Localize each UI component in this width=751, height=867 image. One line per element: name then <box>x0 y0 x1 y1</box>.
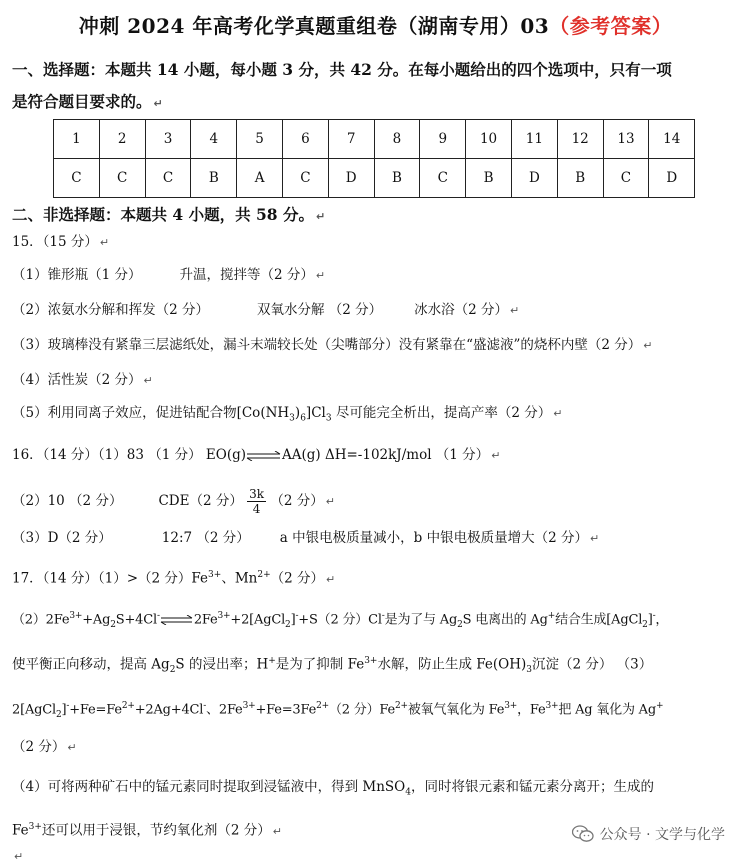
answer-cell: C <box>282 159 328 198</box>
answer-cell: B <box>466 159 512 198</box>
question-number-cell: 14 <box>649 120 695 159</box>
q15-part1: （1）锥形瓶（1 分） 升温，搅拌等（2 分） ↵ <box>12 267 326 283</box>
question-number-cell: 9 <box>420 120 466 159</box>
question-number-cell: 10 <box>466 120 512 159</box>
q17-part4: （4）可将两种矿石中的锰元素同时提取到浸锰液中，得到 MnSO$_4$，同时将银元素和锰元素分离开；生成的 <box>12 779 654 798</box>
answer-cell: C <box>99 159 145 198</box>
q15-part5: （5）利用同离子效应，促进钴配合物$[Co(NH_3)_6]Cl_3$ 尽可能完全析出，提高产率（2 分） ↵ <box>12 405 563 424</box>
answer-table <box>53 119 695 198</box>
question-number-cell: 8 <box>374 120 420 159</box>
q16-part1: 16．（14 分）（1）83 （1 分） EO(g) AA(g) ΔH=-102kJ/mol （1 分） ↵ <box>12 447 501 463</box>
answer-cell: B <box>557 159 603 198</box>
question-number-cell: 1 <box>54 120 100 159</box>
answer-cell: D <box>649 159 695 198</box>
q17-part3-cont: （2 分） ↵ <box>12 739 77 755</box>
answer-cell: B <box>191 159 237 198</box>
q17-part2: $(2)2Fe^{3+}+Ag_2S+4Cl^-$ $2Fe^{3+}+2[AgCl_2]^-+S(2$ 分）Cl-是为了与 $Ag_2S$ 电离出的 Ag+结合生成[AgCl$_2$]-， <box>12 611 669 630</box>
question-number-cell: 3 <box>145 120 191 159</box>
answer-cell: C <box>420 159 466 198</box>
fraction: $\frac{3k}{4}$ <box>249 487 265 516</box>
q17-part1: 17．（14 分）（1）>（2 分）$Fe^{3+}$、$Mn^{2+}(2$ 分） ↵ <box>12 570 336 587</box>
watermark: 公众号 · 文学与化学 <box>572 824 725 844</box>
answer-cell: C <box>603 159 649 198</box>
q17-part3: $2[AgCl_2]^-+Fe=Fe^{2+}+2Ag+4Cl^-$、$2Fe^{3+}+Fe=3Fe^{2+}(2$ 分）$Fe^{2+}$被氧气氧化为 $Fe^{3+}$，$Fe^{3+}$把 Ag 氧化为 Ag+ <box>12 701 664 720</box>
q16-part2: （2）10 （2 分） CDE（2 分） $\frac{3k}{4}$ （2 分） ↵ <box>12 487 335 516</box>
question-number-cell: 13 <box>603 120 649 159</box>
q15-heading: 15．（15 分） ↵ <box>12 234 110 250</box>
table-row-answers <box>54 159 695 198</box>
equilibrium-arrow-icon <box>246 451 282 461</box>
wechat-icon <box>572 825 594 843</box>
question-number-cell: 7 <box>328 120 374 159</box>
question-number-cell: 2 <box>99 120 145 159</box>
q17-part4-cont: $Fe^{3+}$还可以用于浸银，节约氧化剂（2 分） ↵ <box>12 822 283 839</box>
answer-cell: A <box>237 159 283 198</box>
q17-part2-cont: 使平衡正向移动，提高 $Ag_2S$ 的浸出率；H+是为了抑制 $Fe^{3+}$水解，防止生成 $Fe(OH)_3$沉淀（2 分） （3） <box>12 656 653 676</box>
q15-part2: （2）浓氨水分解和挥发（2 分） 双氧水分解 （2 分） 冰水浴（2 分） ↵ <box>12 302 520 318</box>
answer-cell: D <box>511 159 557 198</box>
answer-cell: C <box>145 159 191 198</box>
question-number-cell: 11 <box>511 120 557 159</box>
section-2-heading: 二、非选择题：本题共 4 小题，共 58 分。 ↵ <box>12 205 326 224</box>
section-1-heading: 一、选择题：本题共 14 小题，每小题 3 分，共 42 分。在每小题给出的四个选项中，只有一项 <box>12 60 672 79</box>
page-title: 冲刺 2024 年高考化学真题重组卷（湖南专用）03（参考答案） <box>78 14 673 38</box>
section-1-heading-cont: 是符合题目要求的。 ↵ <box>12 92 163 111</box>
table-row-numbers <box>54 120 695 159</box>
answer-cell: B <box>374 159 420 198</box>
q16-part3: （3）D（2 分） 12:7 （2 分） a 中银电极质量减小，b 中银电极质量增大（2 分） ↵ <box>12 530 600 546</box>
question-number-cell: 4 <box>191 120 237 159</box>
answer-cell: C <box>54 159 100 198</box>
equilibrium-arrow-icon <box>160 615 194 625</box>
paragraph-mark: ↵ <box>14 850 24 863</box>
q15-part3: （3）玻璃棒没有紧靠三层滤纸处，漏斗末端较长处（尖嘴部分）没有紧靠在“盛滤液”的烧杯内壁（2 分） ↵ <box>12 337 653 353</box>
q15-part4: （4）活性炭（2 分） ↵ <box>12 372 153 388</box>
question-number-cell: 6 <box>282 120 328 159</box>
answer-key-label: （参考答案） <box>549 14 673 38</box>
question-number-cell: 5 <box>237 120 283 159</box>
answer-cell: D <box>328 159 374 198</box>
question-number-cell: 12 <box>557 120 603 159</box>
